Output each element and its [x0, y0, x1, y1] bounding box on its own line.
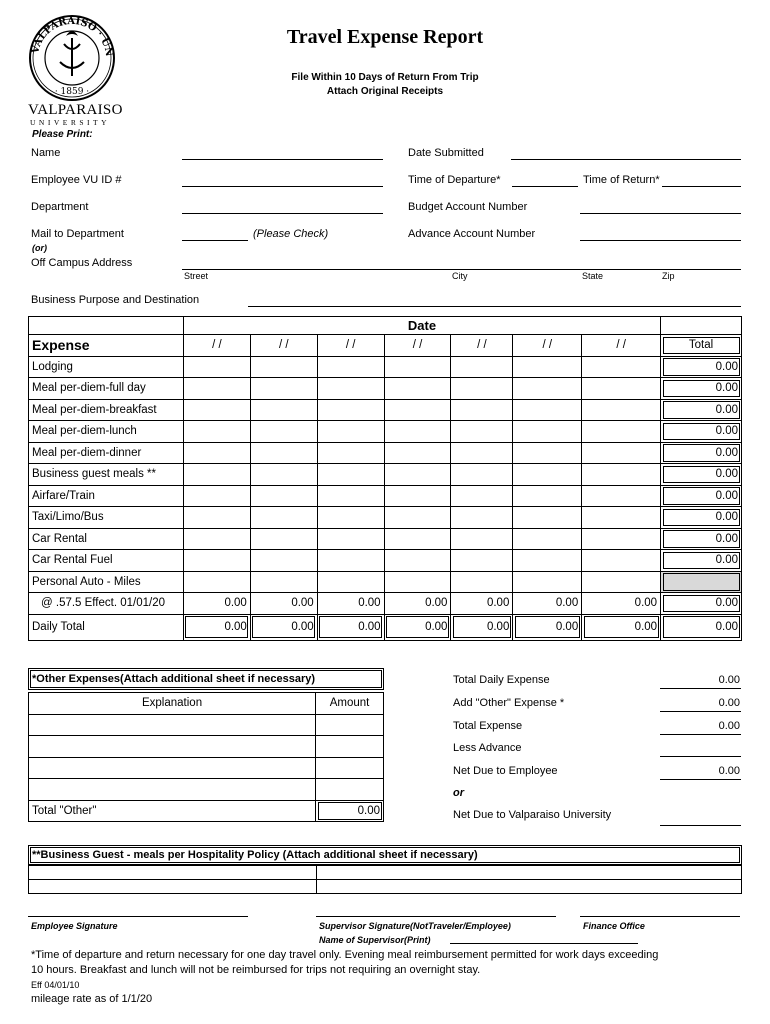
net-due-university-label: Net Due to Valparaiso University	[453, 809, 612, 821]
daily-total-cell: 0.00	[384, 614, 451, 640]
date-column-header[interactable]: / /	[183, 335, 250, 357]
explanation-header: Explanation	[29, 693, 316, 715]
miles-input-cell[interactable]	[513, 571, 582, 593]
mail-to-department-check[interactable]	[182, 240, 248, 241]
daily-total-cell: 0.00	[317, 614, 384, 640]
business-guest-table	[28, 865, 742, 894]
net-due-employee-label: Net Due to Employee	[453, 765, 558, 777]
mileage-amount-cell: 0.00	[250, 593, 317, 615]
total-daily-label: Total Daily Expense	[453, 674, 550, 686]
svg-text:VALPARAISO · UNIVERSITY: VALPARAISO · UN	[30, 15, 115, 58]
expense-row-total: 0.00	[661, 421, 742, 443]
expense-input-cell[interactable]	[513, 507, 582, 529]
miles-row-label: Personal Auto - Miles	[29, 571, 184, 593]
total-column-header: Total	[661, 335, 742, 357]
expense-input-cell[interactable]	[250, 378, 317, 400]
mileage-rate-note: mileage rate as of 1/1/20	[31, 993, 153, 1005]
daily-total-cell: 0.00	[183, 614, 250, 640]
expense-input-cell[interactable]	[384, 356, 451, 378]
other-amount-cell[interactable]	[316, 736, 384, 758]
supervisor-signature-line[interactable]	[316, 916, 556, 917]
expense-input-cell[interactable]	[250, 421, 317, 443]
expense-row-label: Taxi/Limo/Bus	[29, 507, 184, 529]
date-column-header[interactable]: / /	[250, 335, 317, 357]
guest-cell[interactable]	[29, 880, 317, 894]
mileage-amount-cell: 0.00	[317, 593, 384, 615]
expense-input-cell[interactable]	[183, 550, 250, 572]
expense-input-cell[interactable]	[582, 442, 661, 464]
expense-input-cell[interactable]	[183, 356, 250, 378]
expense-input-cell[interactable]	[451, 507, 513, 529]
supervisor-name-label: Name of Supervisor(Print)	[319, 935, 431, 945]
expense-input-cell[interactable]	[250, 399, 317, 421]
expense-row-label: Lodging	[29, 356, 184, 378]
mileage-amount-cell: 0.00	[183, 593, 250, 615]
expense-input-cell[interactable]	[384, 442, 451, 464]
employee-signature-line[interactable]	[28, 916, 248, 917]
expense-input-cell[interactable]	[317, 356, 384, 378]
expense-input-cell[interactable]	[384, 550, 451, 572]
other-explanation-cell[interactable]	[29, 779, 316, 801]
expense-row-label: Airfare/Train	[29, 485, 184, 507]
expense-input-cell[interactable]	[250, 550, 317, 572]
total-daily-value: 0.00	[718, 674, 740, 686]
date-submitted-field[interactable]	[511, 159, 741, 160]
expense-input-cell[interactable]	[317, 464, 384, 486]
expense-input-cell[interactable]	[513, 550, 582, 572]
business-guest-title: **Business Guest - meals per Hospitality Policy (Attach additional sheet if necessary)	[32, 849, 478, 861]
total-other-value: 0.00	[316, 800, 384, 822]
budget-account-field[interactable]	[580, 213, 741, 214]
daily-total-cell: 0.00	[451, 614, 513, 640]
or-label: (or)	[32, 243, 47, 253]
miles-input-cell[interactable]	[183, 571, 250, 593]
less-advance-label: Less Advance	[453, 742, 522, 754]
expense-input-cell[interactable]	[250, 356, 317, 378]
other-expenses-table	[28, 692, 384, 822]
add-other-value: 0.00	[718, 697, 740, 709]
expense-input-cell[interactable]	[384, 464, 451, 486]
expense-input-cell[interactable]	[582, 528, 661, 550]
time-departure-label: Time of Departure*	[408, 174, 501, 186]
expense-table	[28, 316, 742, 641]
expense-header: Expense	[29, 335, 184, 357]
effective-date: Eff 04/01/10	[31, 980, 80, 990]
less-advance-field[interactable]	[660, 756, 741, 757]
time-return-field[interactable]	[662, 186, 741, 187]
daily-total-cell: 0.00	[582, 614, 661, 640]
employee-signature-label: Employee Signature	[31, 921, 118, 931]
other-explanation-cell[interactable]	[29, 714, 316, 736]
footer-note-2: 10 hours. Breakfast and lunch will not be reimbursed for trips not requiring an overnight stay.	[31, 964, 481, 976]
guest-cell[interactable]	[316, 866, 741, 880]
date-column-header[interactable]: / /	[451, 335, 513, 357]
total-expense-line	[660, 734, 741, 735]
expense-input-cell[interactable]	[582, 356, 661, 378]
expense-row-label: Meal per-diem-lunch	[29, 421, 184, 443]
miles-input-cell[interactable]	[582, 571, 661, 593]
time-return-label: Time of Return*	[583, 174, 660, 186]
expense-input-cell[interactable]	[513, 399, 582, 421]
expense-row-label: Meal per-diem-dinner	[29, 442, 184, 464]
expense-input-cell[interactable]	[317, 550, 384, 572]
supervisor-name-line[interactable]	[450, 943, 638, 944]
mileage-amount-cell: 0.00	[513, 593, 582, 615]
total-expense-value: 0.00	[718, 720, 740, 732]
expense-input-cell[interactable]	[582, 550, 661, 572]
expense-input-cell[interactable]	[451, 485, 513, 507]
expense-row-total: 0.00	[661, 507, 742, 529]
expense-input-cell[interactable]	[451, 528, 513, 550]
expense-input-cell[interactable]	[183, 442, 250, 464]
expense-input-cell[interactable]	[250, 485, 317, 507]
net-due-university-field[interactable]	[660, 825, 741, 826]
expense-input-cell[interactable]	[317, 378, 384, 400]
expense-input-cell[interactable]	[451, 421, 513, 443]
zip-label: Zip	[662, 271, 675, 281]
expense-input-cell[interactable]	[317, 421, 384, 443]
date-column-header[interactable]: / /	[582, 335, 661, 357]
total-expense-label: Total Expense	[453, 720, 523, 732]
daily-total-label: Daily Total	[29, 614, 184, 640]
expense-input-cell[interactable]	[513, 378, 582, 400]
expense-input-cell[interactable]	[582, 421, 661, 443]
logo-wordmark: VALPARAISO	[28, 102, 123, 118]
other-explanation-cell[interactable]	[29, 757, 316, 779]
subtitle-file-within: File Within 10 Days of Return From Trip	[291, 72, 479, 83]
expense-input-cell[interactable]	[183, 485, 250, 507]
business-purpose-label: Business Purpose and Destination	[31, 294, 200, 306]
expense-row-total: 0.00	[661, 442, 742, 464]
or-summary-label: or	[453, 787, 464, 799]
expense-input-cell[interactable]	[384, 507, 451, 529]
mileage-amount-cell: 0.00	[384, 593, 451, 615]
expense-header-blank	[29, 317, 184, 335]
guest-cell[interactable]	[29, 866, 317, 880]
city-label: City	[452, 271, 468, 281]
advance-account-label: Advance Account Number	[408, 228, 536, 240]
total-header-blank	[661, 317, 742, 335]
expense-input-cell[interactable]	[513, 421, 582, 443]
expense-input-cell[interactable]	[317, 485, 384, 507]
expense-input-cell[interactable]	[183, 421, 250, 443]
expense-input-cell[interactable]	[250, 464, 317, 486]
employee-id-field[interactable]	[182, 186, 383, 187]
time-departure-field[interactable]	[512, 186, 578, 187]
business-guest-header	[28, 845, 742, 865]
logo-subtext: UNIVERSITY	[30, 118, 110, 127]
expense-input-cell[interactable]	[582, 378, 661, 400]
state-label: State	[582, 271, 604, 281]
svg-text:· 1859 ·: · 1859 ·	[54, 87, 90, 97]
expense-input-cell[interactable]	[317, 442, 384, 464]
date-column-header[interactable]: / /	[513, 335, 582, 357]
expense-input-cell[interactable]	[451, 442, 513, 464]
expense-input-cell[interactable]	[317, 507, 384, 529]
expense-input-cell[interactable]	[582, 507, 661, 529]
expense-input-cell[interactable]	[183, 399, 250, 421]
miles-input-cell[interactable]	[384, 571, 451, 593]
expense-input-cell[interactable]	[384, 399, 451, 421]
department-label: Department	[31, 201, 89, 213]
expense-row-label: Car Rental	[29, 528, 184, 550]
net-due-employee-value: 0.00	[718, 765, 740, 777]
total-other-label: Total "Other"	[29, 800, 316, 822]
expense-input-cell[interactable]	[513, 485, 582, 507]
daily-total-cell: 0.00	[250, 614, 317, 640]
expense-input-cell[interactable]	[513, 356, 582, 378]
expense-row-total: 0.00	[661, 550, 742, 572]
expense-input-cell[interactable]	[451, 550, 513, 572]
date-column-header[interactable]: / /	[384, 335, 451, 357]
other-amount-cell[interactable]	[316, 714, 384, 736]
expense-input-cell[interactable]	[384, 421, 451, 443]
expense-input-cell[interactable]	[384, 378, 451, 400]
expense-input-cell[interactable]	[183, 378, 250, 400]
page-title: Travel Expense Report	[286, 26, 484, 48]
department-field[interactable]	[182, 213, 383, 214]
guest-cell[interactable]	[316, 880, 741, 894]
employee-id-label: Employee VU ID #	[31, 174, 122, 186]
street-label: Street	[184, 271, 209, 281]
other-amount-cell[interactable]	[316, 779, 384, 801]
other-amount-cell[interactable]	[316, 757, 384, 779]
miles-total-shaded	[661, 571, 742, 593]
expense-input-cell[interactable]	[384, 528, 451, 550]
advance-account-field[interactable]	[580, 240, 741, 241]
expense-input-cell[interactable]	[451, 464, 513, 486]
subtitle-attach-receipts: Attach Original Receipts	[326, 86, 444, 97]
name-field[interactable]	[182, 159, 383, 160]
mileage-amount-cell: 0.00	[582, 593, 661, 615]
expense-input-cell[interactable]	[183, 528, 250, 550]
expense-input-cell[interactable]	[250, 442, 317, 464]
expense-input-cell[interactable]	[183, 464, 250, 486]
date-submitted-label: Date Submitted	[408, 147, 484, 159]
expense-input-cell[interactable]	[384, 485, 451, 507]
off-campus-address-field[interactable]	[182, 269, 741, 270]
expense-input-cell[interactable]	[513, 442, 582, 464]
add-other-line	[660, 711, 741, 712]
expense-input-cell[interactable]	[317, 399, 384, 421]
footer-note-1: *Time of departure and return necessary for one day travel only. Evening meal reimbursement permitted for work days exceeding	[31, 949, 659, 961]
mileage-rate-label: @ .57.5 Effect. 01/01/20	[29, 593, 184, 615]
other-explanation-cell[interactable]	[29, 736, 316, 758]
daily-total-cell: 0.00	[513, 614, 582, 640]
add-other-label: Add "Other" Expense *	[453, 697, 565, 709]
other-expenses-header	[28, 668, 384, 690]
expense-row-total: 0.00	[661, 356, 742, 378]
expense-row-total: 0.00	[661, 399, 742, 421]
expense-row-total: 0.00	[661, 464, 742, 486]
amount-header: Amount	[316, 693, 384, 715]
please-check-label: (Please Check)	[253, 228, 329, 240]
expense-input-cell[interactable]	[317, 528, 384, 550]
supervisor-signature-label: Supervisor Signature(NotTraveler/Employee)	[319, 921, 511, 931]
expense-row-label: Business guest meals **	[29, 464, 184, 486]
expense-input-cell[interactable]	[582, 399, 661, 421]
other-expenses-title: *Other Expenses(Attach additional sheet if necessary)	[32, 673, 316, 685]
miles-input-cell[interactable]	[451, 571, 513, 593]
expense-input-cell[interactable]	[513, 528, 582, 550]
expense-row-total: 0.00	[661, 528, 742, 550]
budget-account-label: Budget Account Number	[408, 201, 528, 213]
expense-input-cell[interactable]	[513, 464, 582, 486]
daily-total-cell: 0.00	[661, 614, 742, 640]
expense-input-cell[interactable]	[250, 507, 317, 529]
business-purpose-field[interactable]	[248, 306, 741, 307]
expense-input-cell[interactable]	[582, 464, 661, 486]
expense-input-cell[interactable]	[451, 399, 513, 421]
date-column-header[interactable]: / /	[317, 335, 384, 357]
name-label: Name	[31, 147, 61, 159]
off-campus-label: Off Campus Address	[31, 257, 133, 269]
miles-input-cell[interactable]	[317, 571, 384, 593]
expense-input-cell[interactable]	[451, 356, 513, 378]
mail-to-department-label: Mail to Department	[31, 228, 124, 240]
finance-office-line[interactable]	[580, 916, 740, 917]
finance-office-label: Finance Office	[583, 921, 645, 931]
expense-input-cell[interactable]	[250, 528, 317, 550]
please-print-label: Please Print:	[32, 129, 93, 140]
expense-row-label: Meal per-diem-breakfast	[29, 399, 184, 421]
expense-input-cell[interactable]	[451, 378, 513, 400]
total-daily-line	[660, 688, 741, 689]
mileage-amount-cell: 0.00	[661, 593, 742, 615]
net-due-employee-line	[660, 779, 741, 780]
expense-row-label: Meal per-diem-full day	[29, 378, 184, 400]
mileage-amount-cell: 0.00	[451, 593, 513, 615]
date-header: Date	[183, 317, 660, 335]
expense-row-total: 0.00	[661, 485, 742, 507]
expense-input-cell[interactable]	[183, 507, 250, 529]
expense-input-cell[interactable]	[582, 485, 661, 507]
miles-input-cell[interactable]	[250, 571, 317, 593]
expense-row-label: Car Rental Fuel	[29, 550, 184, 572]
expense-row-total: 0.00	[661, 378, 742, 400]
